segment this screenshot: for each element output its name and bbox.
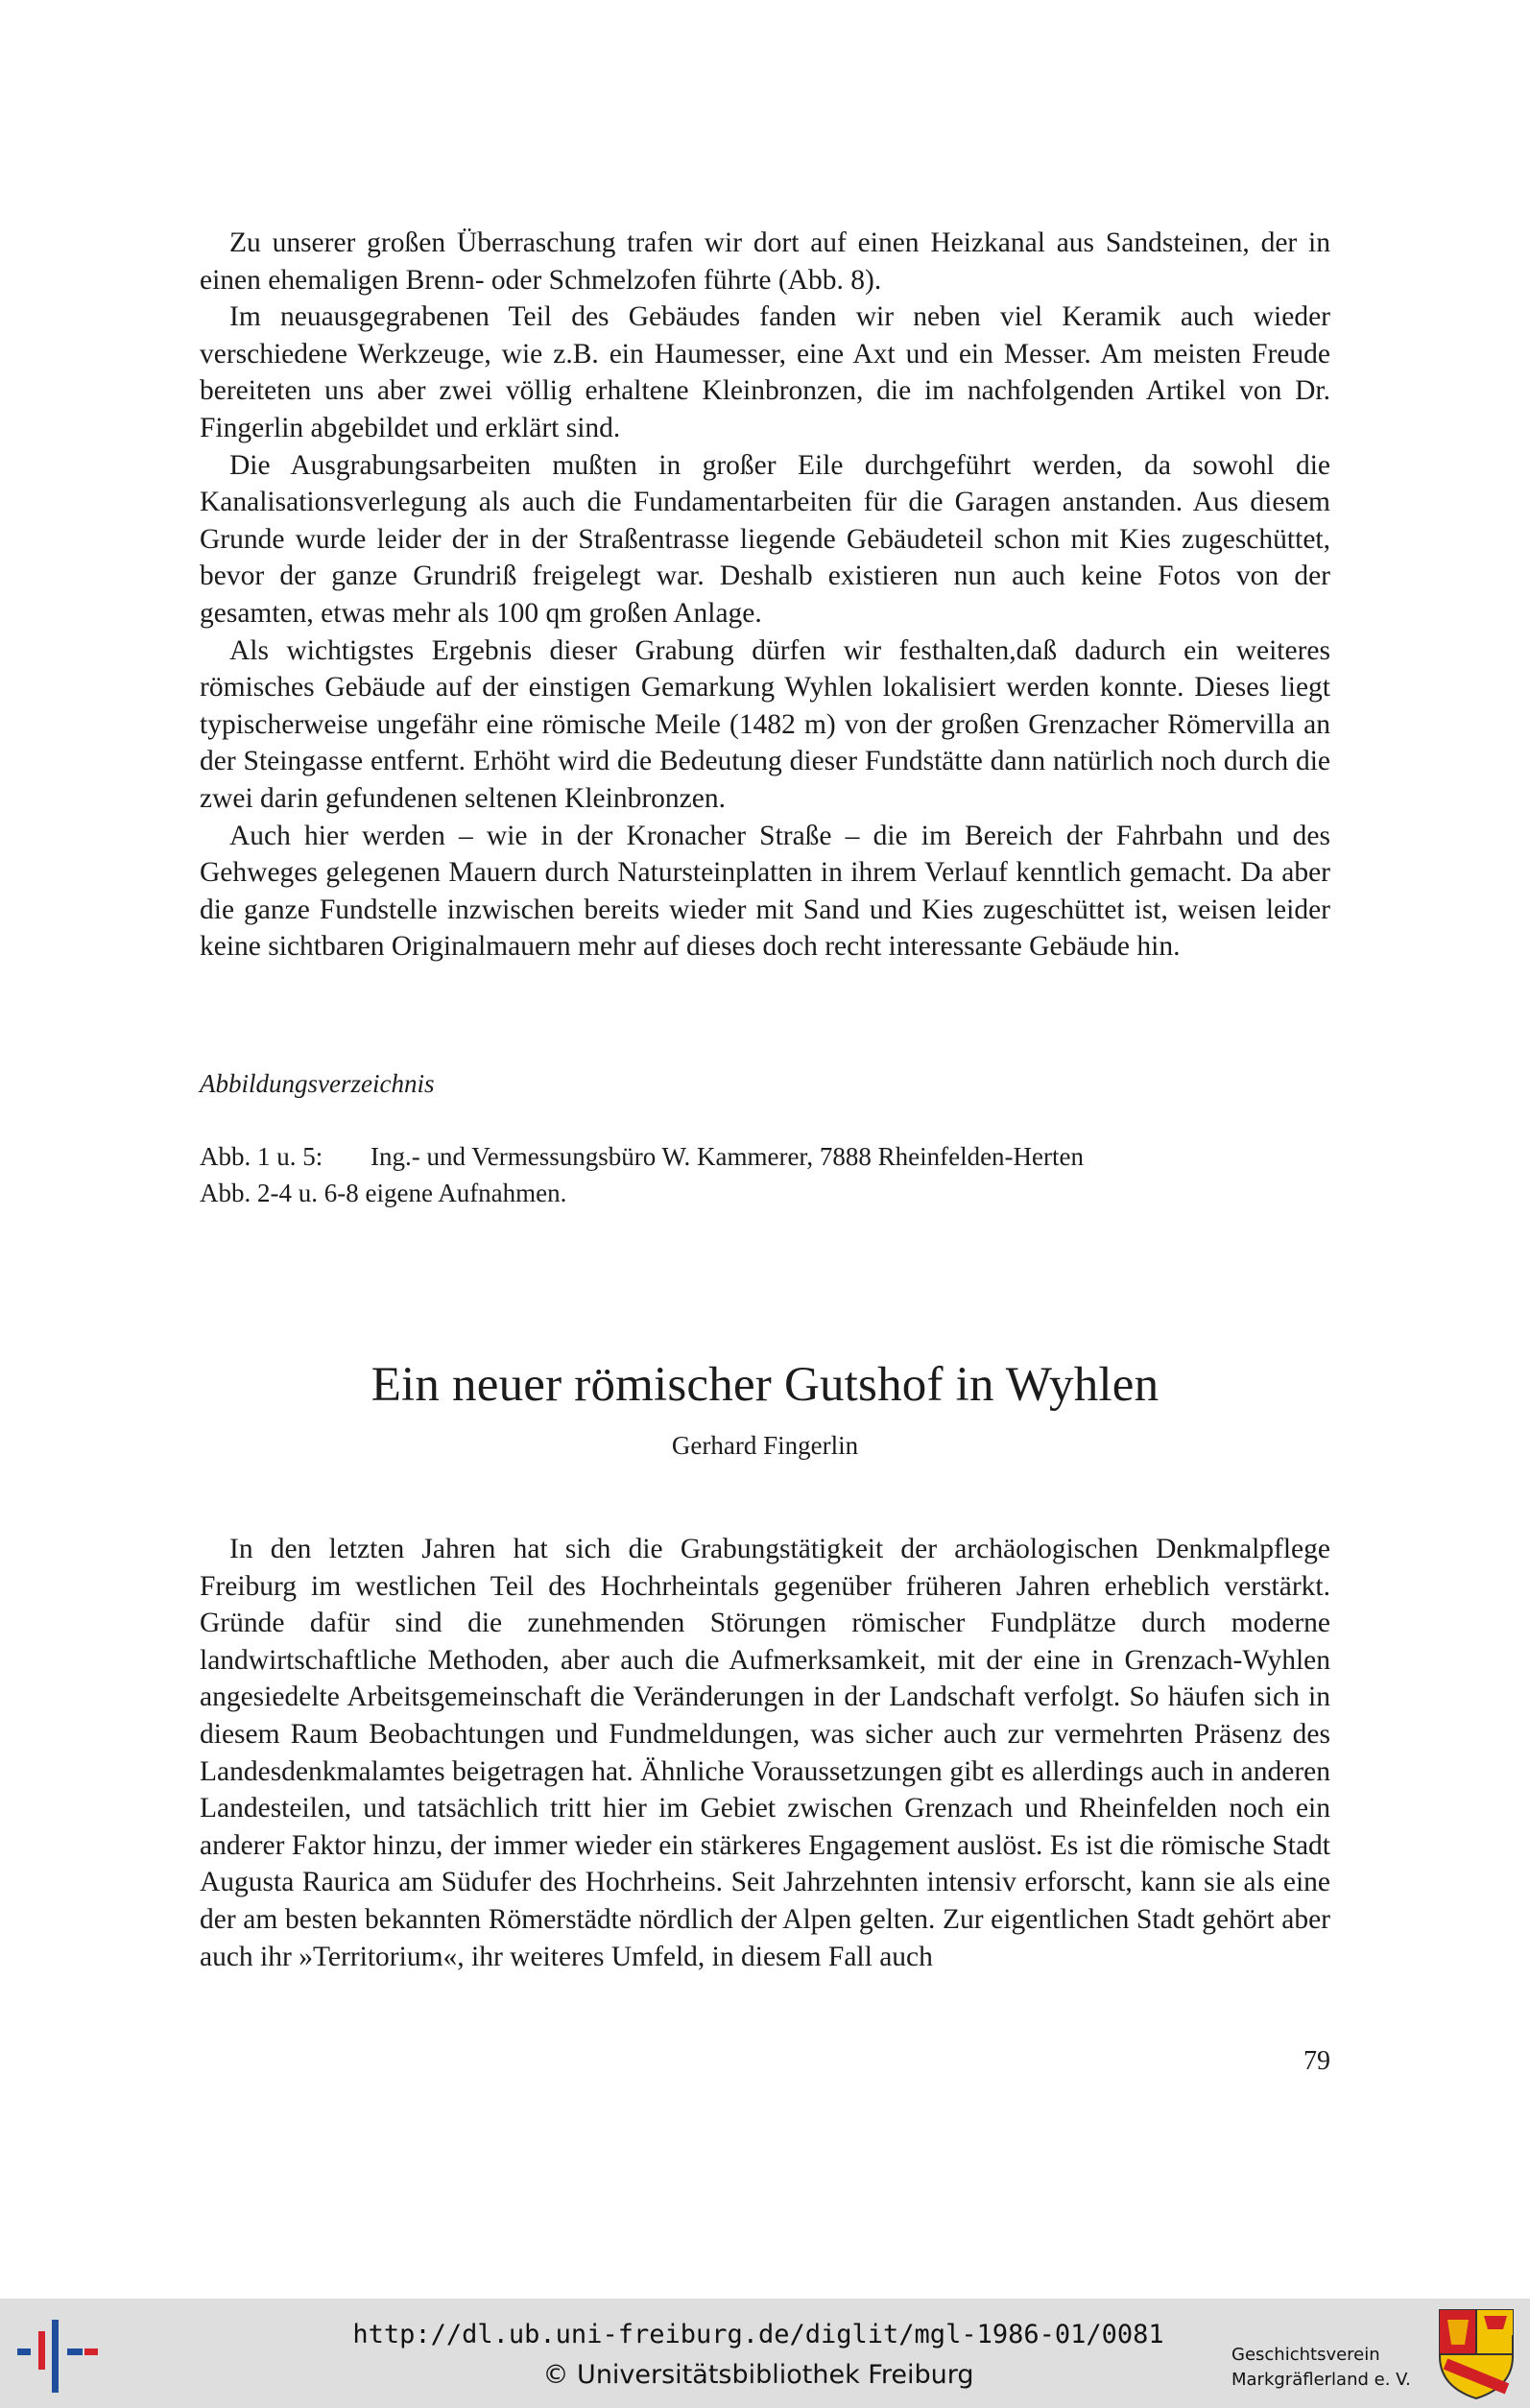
figure-credit-text: Ing.- und Vermessungsbüro W. Kammerer, 7888 Rheinfelden-Herten	[371, 1142, 1085, 1171]
figure-list	[200, 1138, 1084, 1211]
figure-credit-ref: Abb. 2-4 u. 6-8 eigene Aufnahmen.	[200, 1179, 567, 1207]
body-text	[200, 225, 1330, 966]
paragraph: In den letzten Jahren hat sich die Grabungstätigkeit der archäologischen Denkmalpflege Freiburg im westlichen Teil des Hochrheintals gegenüber früheren Jahren erheblich verstärkt. Gründe dafür sind die zunehmenden Störungen römischer Fundplätze durch moderne landwirtschaftliche Methoden, aber auch die Aufmerksamkeit, mit der eine in Grenzach-Wyhlen angesiedelte Arbeitsgemeinschaft die Veränderungen in der Landschaft verfolgt. So häufen sich in diesem Raum Beobachtungen und Fundmeldungen, was sicher auch zur vermehrten Präsenz des Landesdenkmalamtes beigetragen hat. Ähnliche Voraussetzungen gibt es allerdings auch in anderen Landesteilen, und tatsächlich tritt hier im Gebiet zwischen Grenzach und Rheinfelden noch ein anderer Faktor hinzu, der immer wieder ein stärkeres Engagement auslöst. Es ist die römische Stadt Augusta Raurica am Südufer des Hochrheins. Seit Jahrzehnten intensiv erforscht, kann sie als eine der am besten bekannten Römerstädte nördlich der Alpen gelten. Zur eigentlichen Stadt gehört aber auch ihr »Territorium«, ihr weiteres Umfeld, in diesem Fall auch	[200, 1534, 1330, 1972]
source-url-link[interactable]: http://dl.ub.uni-freiburg.de/diglit/mgl-1986-01/0081	[352, 2320, 1164, 2349]
figure-list-heading: Abbildungsverzeichnis	[200, 1069, 435, 1098]
page-number: 79	[1303, 2046, 1330, 2076]
paragraph: Als wichtigstes Ergebnis dieser Grabung dürfen wir festhalten,daß dadurch ein weiteres römisches Gebäude auf der einstigen Gemarkung Wyhlen lokalisiert werden konnte. Dieses liegt typischerweise ungefähr eine römische Meile (1482 m) von der großen Grenzacher Römervilla an der Steingasse entfernt. Erhöht wird die Bedeutung dieser Fundstätte dann natürlich noch durch die zwei darin gefundenen seltenen Kleinbronzen.	[200, 634, 1330, 814]
paragraph: Zu unserer großen Überraschung trafen wir dort auf einen Heizkanal aus Sandsteinen, der in einen ehemaligen Brenn- oder Schmelzofen führte (Abb. 8).	[200, 227, 1330, 296]
figure-credit-line	[200, 1175, 1084, 1211]
article-author: Gerhard Fingerlin	[671, 1431, 859, 1460]
society-name-line: Geschichtsverein	[1231, 2345, 1380, 2365]
paragraph: Im neuausgegrabenen Teil des Gebäudes fanden wir neben viel Keramik auch wieder verschiedene Werkzeuge, wie z.B. ein Haumesser, eine Axt und ein Messer. Am meisten Freude bereiteten uns aber zwei völlig erhaltene Kleinbronzen, die im nachfolgenden Artikel von Dr. Fingerlin abgebildet und erklärt sind.	[200, 301, 1330, 443]
article-title: Ein neuer römischer Gutshof in Wyhlen	[371, 1358, 1159, 1412]
figure-credit-ref: Abb. 1 u. 5:	[200, 1142, 323, 1171]
footer-bar	[0, 2299, 1530, 2408]
copyright-notice: © Universitätsbibliothek Freiburg	[542, 2360, 974, 2390]
society-name	[1231, 2343, 1423, 2393]
figure-credit-line	[200, 1138, 1084, 1175]
society-name-line: Markgräflerland e. V.	[1231, 2370, 1411, 2390]
paragraph: Auch hier werden – wie in der Kronacher Straße – die im Bereich der Fahrbahn und des Gehweges gelegenen Mauern durch Natursteinplatten in ihrem Verlauf kenntlich gemacht. Da aber die ganze Fundstelle inzwischen bereits wieder mit Sand und Kies zugeschüttet ist, weisen leider keine sichtbaren Originalmauern mehr auf dieses doch recht interessante Gebäude hin.	[200, 820, 1330, 963]
coat-of-arms-icon[interactable]	[1436, 2306, 1517, 2400]
paragraph: Die Ausgrabungsarbeiten mußten in großer Eile durchgeführt werden, da sowohl die Kanalisationsverlegung als auch die Fundamentarbeiten für die Garagen anstanden. Aus diesem Grunde wurde leider der in der Straßentrasse liegende Gebäudeteil schon mit Kies zugeschüttet, bevor der ganze Grundriß freigelegt war. Deshalb existieren nun auch keine Fotos von der gesamten, etwas mehr als 100 qm großen Anlage.	[200, 449, 1330, 629]
article-body	[200, 1531, 1330, 1975]
ub-freiburg-logo-icon[interactable]	[17, 2310, 100, 2396]
